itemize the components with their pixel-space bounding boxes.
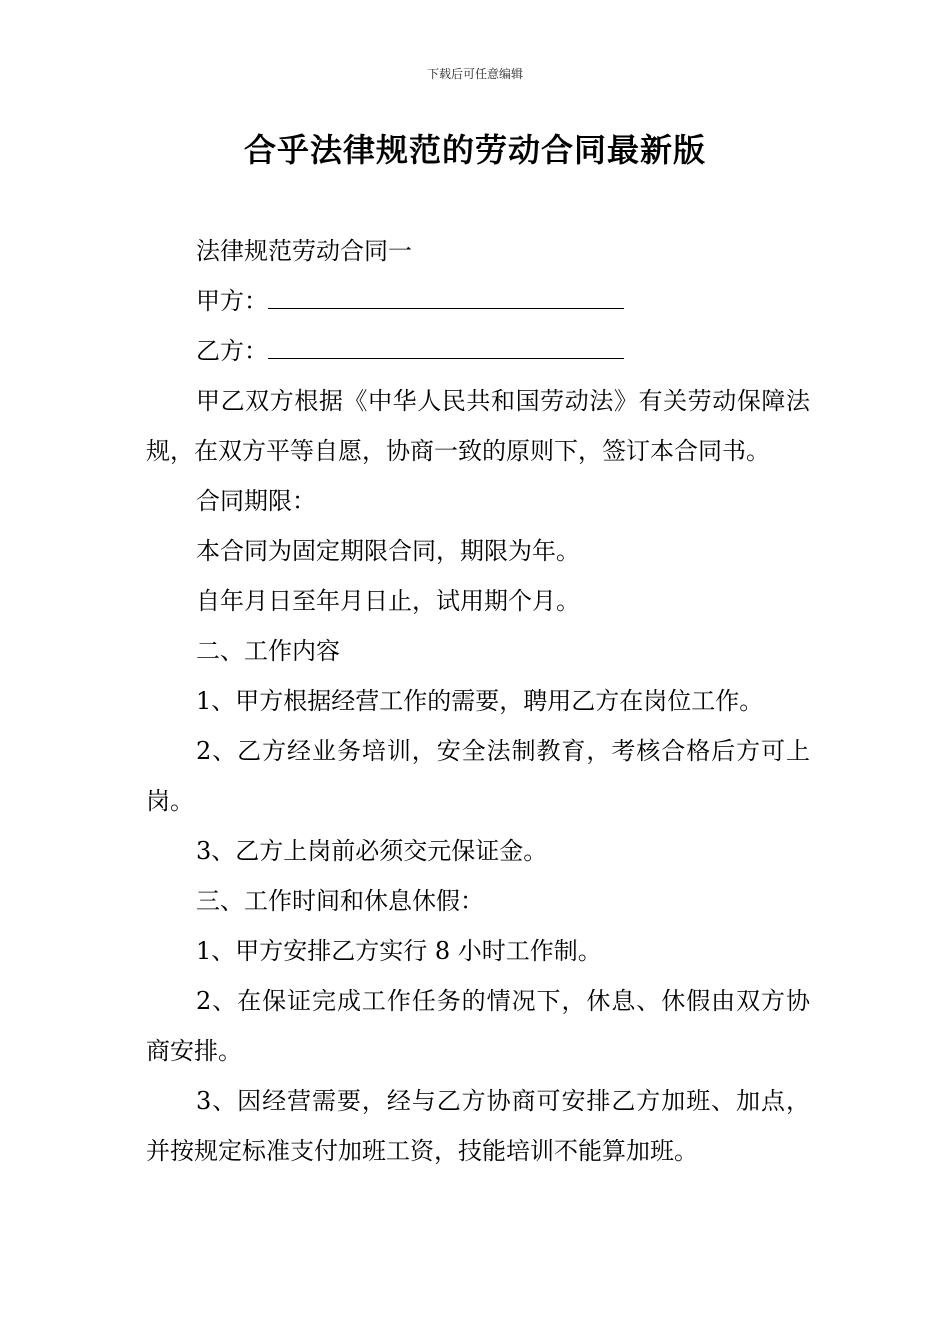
document-body [146, 226, 810, 1176]
party-a-blank [268, 286, 624, 309]
work-content-item-3: 3、乙方上岗前必须交元保证金。 [196, 837, 548, 865]
work-content-item-1: 1、甲方根据经营工作的需要，聘用乙方在岗位工作。 [196, 687, 764, 715]
section-heading-working-hours: 三、工作时间和休息休假： [196, 887, 484, 915]
party-b-line [146, 326, 810, 376]
page-header: 下载后可任意编辑 [426, 67, 523, 81]
contract-term-heading: 合同期限： [196, 487, 316, 515]
working-hours-item-2: 2、在保证完成工作任务的情况下，休息、休假由双方协商安排。 [146, 987, 810, 1065]
contract-dates-paragraph: 自年月日至年月日止，试用期个月。 [196, 587, 580, 615]
document-title: 合乎法律规范的劳动合同最新版 [243, 131, 706, 169]
party-a-label: 甲方： [196, 287, 268, 315]
party-b-blank [268, 336, 624, 359]
contract-subtitle: 法律规范劳动合同一 [196, 237, 412, 265]
party-b-label: 乙方： [196, 337, 268, 365]
section-heading-work-content: 二、工作内容 [196, 637, 340, 665]
work-content-item-2: 2、乙方经业务培训，安全法制教育，考核合格后方可上岗。 [146, 737, 810, 815]
working-hours-item-1: 1、甲方安排乙方实行 8 小时工作制。 [196, 937, 602, 965]
contract-term-paragraph: 本合同为固定期限合同，期限为年。 [196, 537, 580, 565]
party-a-line [146, 276, 810, 326]
preamble-paragraph: 甲乙双方根据《中华人民共和国劳动法》有关劳动保障法规，在双方平等自愿，协商一致的原则下，签订本合同书。 [146, 387, 810, 465]
working-hours-item-3: 3、因经营需要，经与乙方协商可安排乙方加班、加点，并按规定标准支付加班工资，技能培训不能算加班。 [146, 1087, 810, 1165]
